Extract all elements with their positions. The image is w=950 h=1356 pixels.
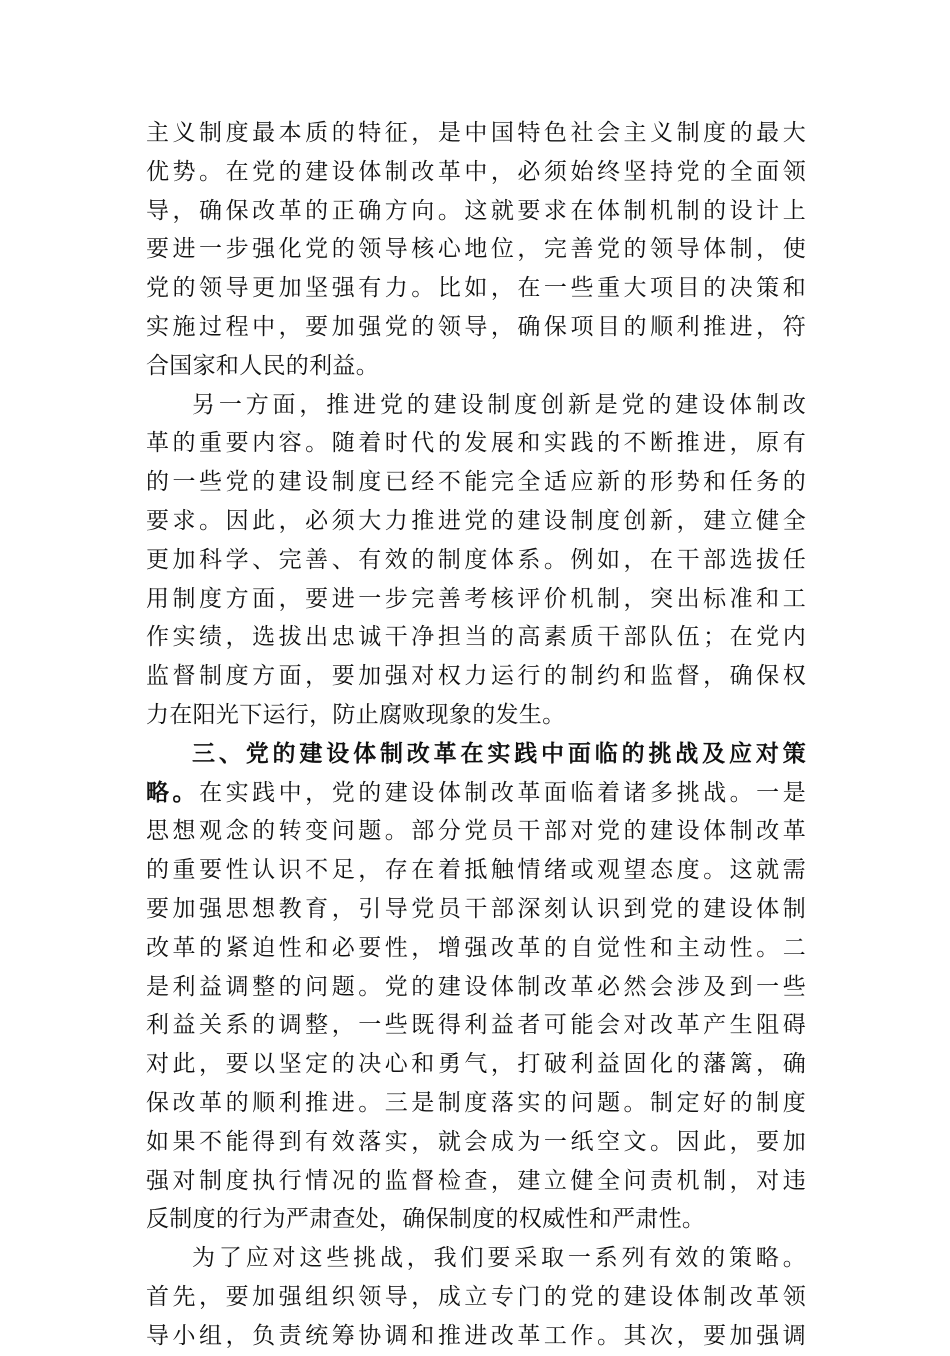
document-body <box>146 114 806 1356</box>
text-line: 合国家和人民的利益。 <box>146 352 379 379</box>
text-line: 要求。因此，必须大力推进党的建设制度创新，建立健全 <box>146 507 806 534</box>
text-line: 如果不能得到有效落实，就会成为一纸空文。因此，要加 <box>146 1128 806 1155</box>
text-line: 主义制度最本质的特征，是中国特色社会主义制度的最大 <box>146 120 806 146</box>
text-line: 导小组，负责统筹协调和推进改革工作。其次，要加强调 <box>146 1322 806 1349</box>
text-line: 的一些党的建设制度已经不能完全适应新的形势和任务的 <box>146 469 806 496</box>
text-line: 更加科学、完善、有效的制度体系。例如，在干部选拔任 <box>146 546 806 573</box>
text-line: 要加强思想教育，引导党员干部深刻认识到党的建设体制 <box>146 895 806 922</box>
text-line: 保改革的顺利推进。三是制度落实的问题。制定好的制度 <box>146 1089 806 1116</box>
text-line: 力在阳光下运行，防止腐败现象的发生。 <box>146 701 566 728</box>
text-line: 要进一步强化党的领导核心地位，完善党的领导体制，使 <box>146 236 806 263</box>
text-line: 优势。在党的建设体制改革中，必须始终坚持党的全面领 <box>146 158 806 185</box>
text-line: 是利益调整的问题。党的建设体制改革必然会涉及到一些 <box>146 973 806 1000</box>
paragraph-3 <box>146 735 806 1239</box>
text-line: 思想观念的转变问题。部分党员干部对党的建设体制改革 <box>146 818 806 845</box>
paragraph-2 <box>146 386 806 735</box>
text-line: 作实绩，选拔出忠诚干净担当的高素质干部队伍；在党内 <box>146 624 806 651</box>
text-line: 对此，要以坚定的决心和勇气，打破利益固化的藩篱，确 <box>146 1051 806 1078</box>
text-line: 的重要性认识不足，存在着抵触情绪或观望态度。这就需 <box>146 857 806 884</box>
paragraph-1 <box>146 114 806 386</box>
text-line: 导，确保改革的正确方向。这就要求在体制机制的设计上 <box>146 197 806 224</box>
text-line: 党的领导更加坚强有力。比如，在一些重大项目的决策和 <box>146 275 806 302</box>
text-line-rest: 在实践中，党的建设体制改革面临着诸多挑战。一是 <box>199 779 806 806</box>
text-line: 强对制度执行情况的监督检查，建立健全问责机制，对违 <box>146 1167 806 1194</box>
text-line <box>146 774 806 813</box>
text-line: 反制度的行为严肃查处，确保制度的权威性和严肃性。 <box>146 1206 706 1233</box>
paragraph-4 <box>146 1239 806 1355</box>
text-line: 利益关系的调整，一些既得利益者可能会对改革产生阻碍 <box>146 1012 806 1039</box>
text-line: 首先，要加强组织领导，成立专门的党的建设体制改革领 <box>146 1283 806 1310</box>
text-line: 监督制度方面，要加强对权力运行的制约和监督，确保权 <box>146 663 806 690</box>
text-line: 用制度方面，要进一步完善考核评价机制，突出标准和工 <box>146 585 806 612</box>
section-heading-tail: 略。 <box>146 778 200 806</box>
text-line: 革的重要内容。随着时代的发展和实践的不断推进，原有 <box>146 430 806 457</box>
text-line: 改革的紧迫性和必要性，增强改革的自觉性和主动性。二 <box>146 934 806 961</box>
text-line: 另一方面，推进党的建设制度创新是党的建设体制改 <box>192 391 806 418</box>
section-heading: 三、党的建设体制改革在实践中面临的挑战及应对策 <box>192 739 806 767</box>
text-line: 为了应对这些挑战，我们要采取一系列有效的策略。 <box>192 1245 806 1272</box>
text-line: 实施过程中，要加强党的领导，确保项目的顺利推进，符 <box>146 313 806 340</box>
